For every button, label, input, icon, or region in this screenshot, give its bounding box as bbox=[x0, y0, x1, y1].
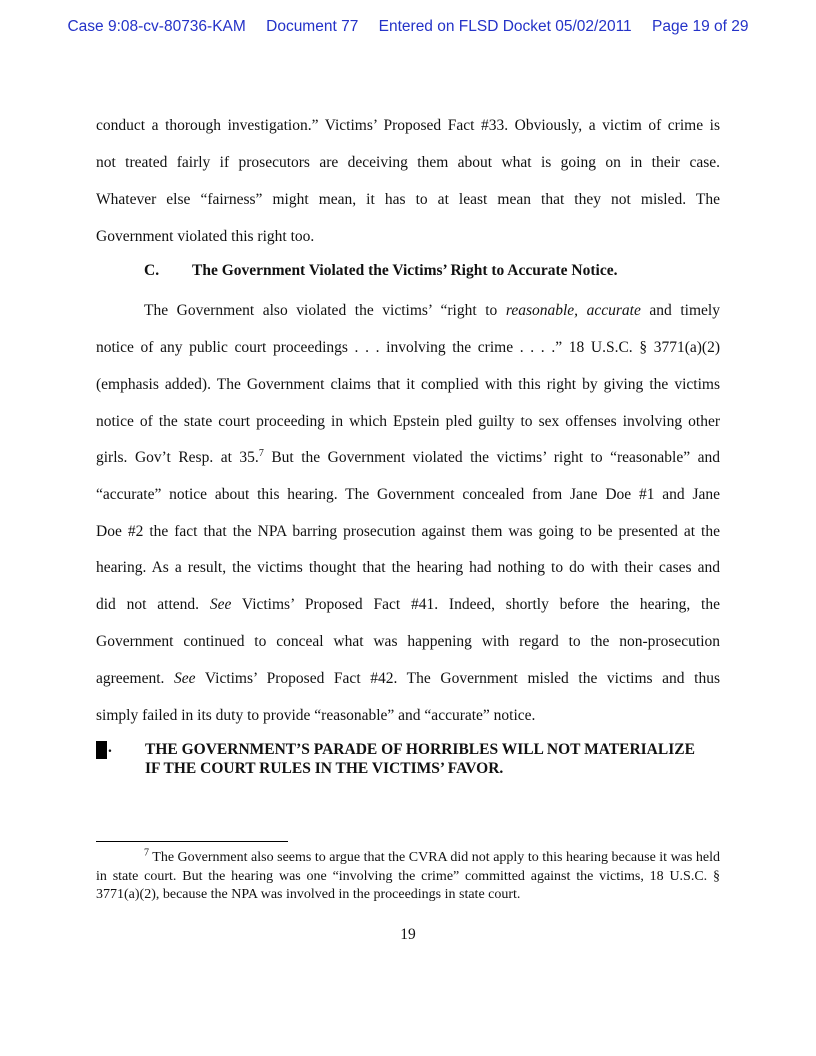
body-line: (emphasis added). The Government claims that it complied with this right by giving the victims bbox=[96, 376, 720, 393]
case-number: Case 9:08-cv-80736-KAM bbox=[67, 18, 246, 35]
body-line: Government continued to conceal what was happening with regard to the non-prosecution bbox=[96, 633, 720, 650]
redaction-block bbox=[96, 741, 107, 759]
body-line: did not attend. See Victims’ Proposed Fact #41. Indeed, shortly before the hearing, the bbox=[96, 596, 720, 613]
section-number: C. bbox=[144, 262, 160, 279]
docket-entry-date: Entered on FLSD Docket 05/02/2011 bbox=[378, 18, 632, 35]
emphasis: reasonable, accurate bbox=[505, 302, 641, 319]
body-line: conduct a thorough investigation.” Victims’ Proposed Fact #33. Obviously, a victim of crime is bbox=[96, 117, 720, 134]
body-line: hearing. As a result, the victims thought that the hearing had nothing to do with their cases and bbox=[96, 559, 720, 576]
body-line: The Government also violated the victims’ “right to reasonable, accurate and timely bbox=[144, 302, 720, 319]
body-line: simply failed in its duty to provide “reasonable” and “accurate” notice. bbox=[96, 707, 536, 724]
docket-header bbox=[0, 18, 816, 36]
body-line: notice of any public court proceedings . . . involving the crime . . . .” 18 U.S.C. § 3771(a)(2) bbox=[96, 339, 720, 356]
footnote-text: The Government also seems to argue that the CVRA did not apply to this hearing because it was held in state court. But the hearing was one “involving the crime” committed against the victims, 18 U.S.C. § 3771(a)(2), because the NPA was involved in the proceedings in state court. bbox=[96, 850, 720, 902]
emphasis: See bbox=[209, 596, 232, 613]
footnote-reference: 7 bbox=[258, 447, 264, 459]
page-of-total: Page 19 of 29 bbox=[652, 18, 749, 35]
body-line: Government violated this right too. bbox=[96, 228, 315, 245]
section-title-line: THE GOVERNMENT’S PARADE OF HORRIBLES WILL NOT MATERIALIZE bbox=[145, 741, 695, 758]
body-line: Doe #2 the fact that the NPA barring prosecution against them was going to be presented at the bbox=[96, 523, 720, 540]
footnote-separator bbox=[96, 841, 288, 842]
body-line: “accurate” notice about this hearing. The Government concealed from Jane Doe #1 and Jane bbox=[96, 486, 720, 503]
body-line: girls. Gov’t Resp. at 35.$^7$ But the Government violated the victims’ right to “reasonable” and bbox=[96, 447, 721, 466]
footnote bbox=[96, 849, 720, 905]
body-line: Whatever else “fairness” might mean, it has to at least mean that they not misled. The bbox=[96, 191, 720, 208]
body-line: agreement. See Victims’ Proposed Fact #42. The Government misled the victims and thus bbox=[96, 670, 720, 687]
emphasis: See bbox=[174, 670, 196, 687]
section-heading-c bbox=[144, 262, 617, 280]
page-number: 19 bbox=[400, 926, 416, 943]
body-line: notice of the state court proceeding in which Epstein pled guilty to sex offenses involving other bbox=[96, 413, 720, 430]
section-number-period: . bbox=[108, 739, 112, 756]
footnote-marker: 7 bbox=[144, 847, 149, 859]
document-number: Document 77 bbox=[266, 18, 359, 35]
body-line: not treated fairly if prosecutors are deceiving them about what is going on in their case. bbox=[96, 154, 720, 171]
section-heading-d bbox=[145, 740, 721, 778]
section-title-line: IF THE COURT RULES IN THE VICTIMS’ FAVOR. bbox=[145, 760, 504, 777]
section-title: The Government Violated the Victims’ Right to Accurate Notice. bbox=[192, 262, 618, 279]
